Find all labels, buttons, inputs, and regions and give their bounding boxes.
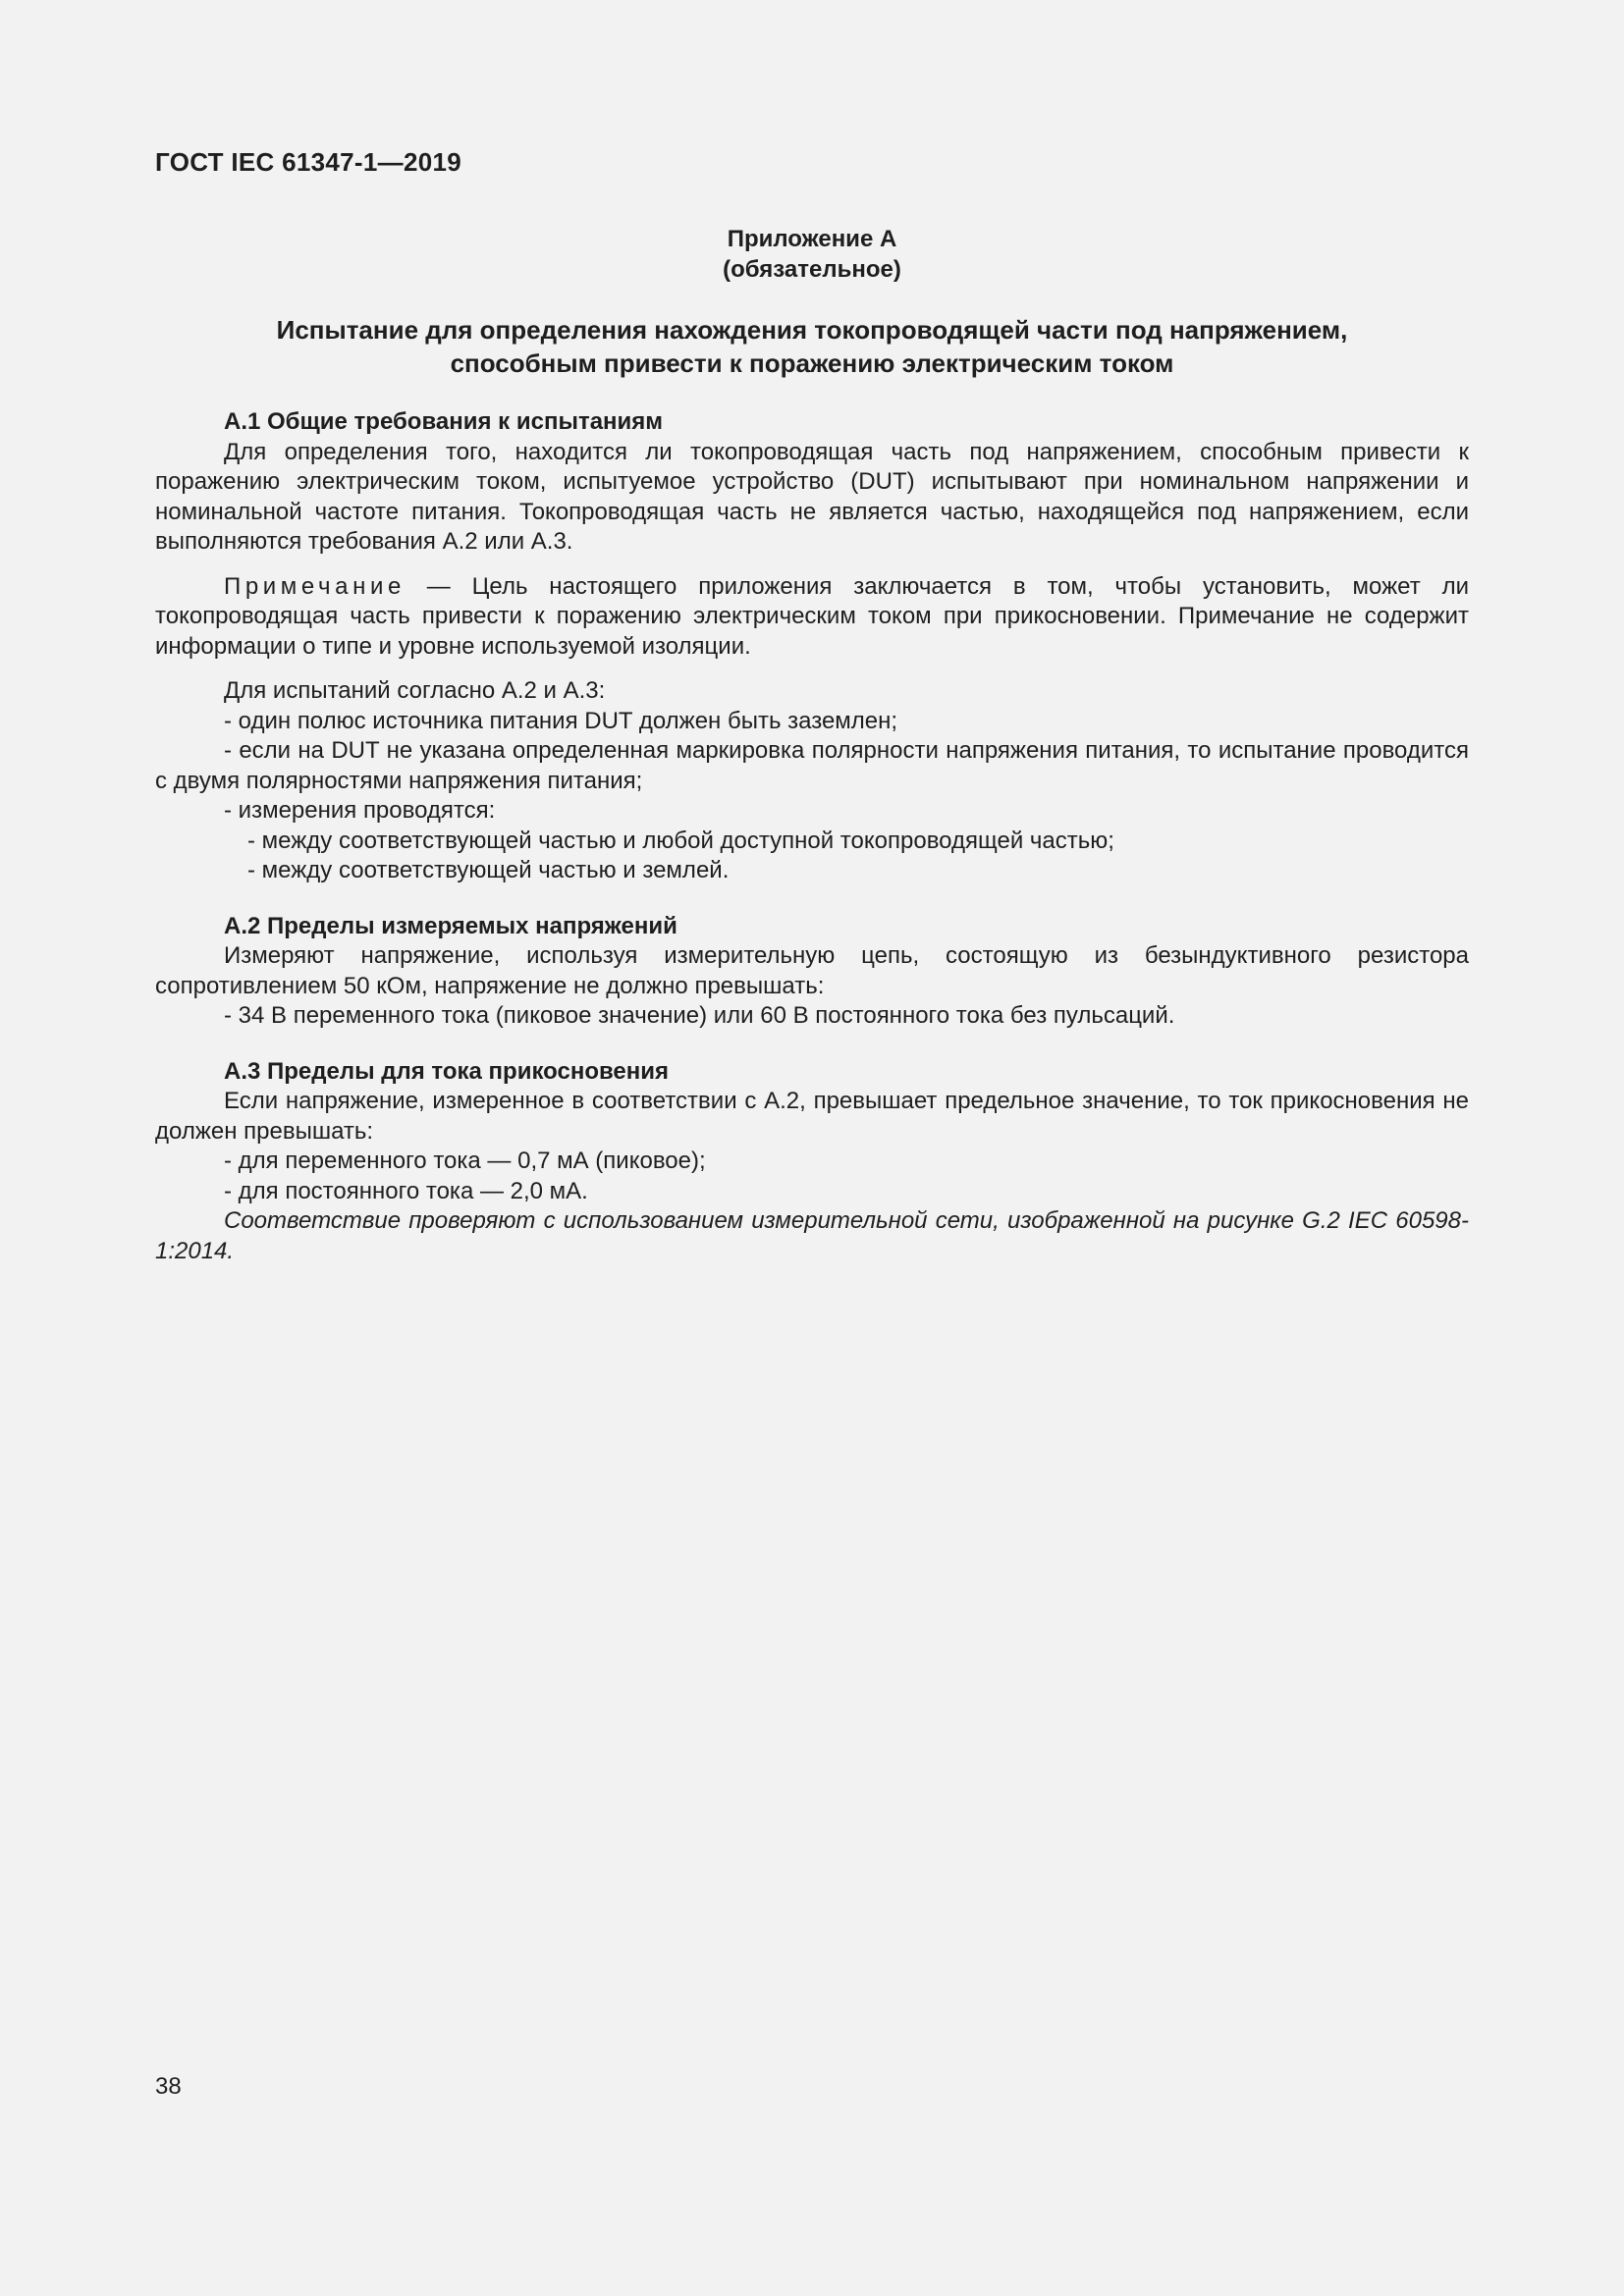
page-number: 38 — [155, 2073, 182, 2100]
sub-list-item: - между соответствующей частью и землей. — [247, 857, 730, 883]
section-a2-paragraph: Измеряют напряжение, используя измерительную цепь, состоящую из безындуктивного резистора сопротивлением 50 кОм, напряжение не должно превышать: — [155, 942, 1469, 999]
appendix-title — [155, 313, 1469, 380]
appendix-status: (обязательное) — [723, 256, 901, 283]
note-paragraph — [155, 572, 1469, 663]
list-item: - измерения проводятся: — [224, 797, 496, 824]
section-a1-heading: А.1 Общие требования к испытаниям — [224, 408, 664, 435]
section-a3-paragraph: Если напряжение, измеренное в соответствии с А.2, превышает предельное значение, то ток прикосновения не должен превышать: — [155, 1088, 1469, 1145]
standard-header: ГОСТ IEC 61347-1—2019 — [155, 147, 461, 177]
list-item: - 34 В переменного тока (пиковое значение) или 60 В постоянного тока без пульсаций. — [224, 1002, 1175, 1029]
section-a3-heading: А.3 Пределы для тока прикосновения — [224, 1057, 670, 1085]
compliance-statement: Соответствие проверяют с использованием измерительной сети, изображенной на рисунке G.2 IEC 60598-1:2014. — [155, 1207, 1469, 1264]
appendix-label: Приложение А — [727, 226, 897, 252]
list-item: - для переменного тока — 0,7 мА (пиковое); — [224, 1148, 706, 1174]
appendix-title-line1: Испытание для определения нахождения токопроводящей части под напряжением, — [276, 315, 1348, 345]
section-a1-paragraph: Для определения того, находится ли токопроводящая часть под напряжением, способным привести к поражению электрическим током, испытуемое устройство (DUT) испытывают при номинальном напряжении и номинальной частоте питания. Токопроводящая часть не является частью, находящейся под напряжением, если выполняются требования А.2 или А.3. — [155, 438, 1469, 555]
list-item: - один полюс источника питания DUT должен быть заземлен; — [224, 707, 898, 734]
appendix-title-line2: способным привести к поражению электрическим током — [450, 348, 1174, 378]
page-body — [155, 224, 1469, 1266]
list-item: - если на DUT не указана определенная маркировка полярности напряжения питания, то испытание проводится с двумя полярностями напряжения питания; — [155, 737, 1469, 794]
test-intro: Для испытаний согласно А.2 и А.3: — [224, 677, 606, 704]
note-text: — Цель настоящего приложения заключается в том, чтобы установить, может ли токопроводящая часть привести к поражению электрическим током при прикосновении. Примечание не содержит информации о типе и уровне используемой изоляции. — [155, 572, 1469, 660]
note-label: Примечание — [224, 572, 406, 600]
list-item: - для постоянного тока — 2,0 мА. — [224, 1177, 588, 1204]
section-a2-heading: А.2 Пределы измеряемых напряжений — [224, 912, 677, 939]
sub-list-item: - между соответствующей частью и любой доступной токопроводящей частью; — [247, 827, 1114, 854]
